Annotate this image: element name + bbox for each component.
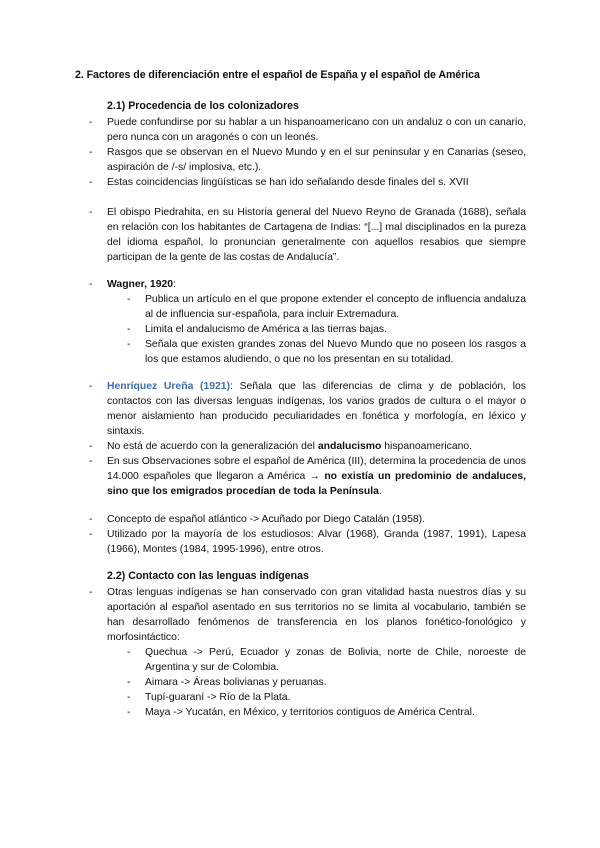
acuerdo-bold: andalucismo [317,441,382,452]
henriquez-link[interactable]: Henríquez Ureña (1921) [107,381,231,392]
list-item: - Rasgos que se observan en el Nuevo Mundo y en el sur peninsular y en Canarias (seseo, aspiración de /-s/ implosiva, etc.). [0,145,526,175]
henriquez-text: : Señala que las diferencias de clima y de población, los contactos con las diversas lenguas indígenas, los varios grados de cultura o el mayor o menor aislamiento han producido peculiaridades en fonética y morfología, en léxico y sintaxis. [107,381,526,437]
list-item: - Estas coincidencias lingüísticas se han ido señalando desde finales del s. XVII [0,175,526,190]
page-title: 2. Factores de diferenciación entre el español de España y el español de América [75,69,480,81]
list-item: - Limita el andalucismo de América a las tierras bajas. [145,322,526,337]
list-item: - Quechua -> Perú, Ecuador y zonas de Bolivia, norte de Chile, noroeste de Argentina y sur de Colombia. [145,645,526,675]
list-item: - Aimara -> Áreas bolivianas y peruanas. [145,675,526,690]
wagner-sublist [107,292,526,367]
indigenous-list [0,585,600,720]
wagner-list [0,277,600,367]
list-item: - Publica un artículo en el que propone extender el concepto de influencia andaluza al de influencia sur-española, para incluir Extremadura. [145,292,526,322]
atlantico-list [0,512,600,557]
colonizers-list [0,115,600,190]
list-item: - Señala que existen grandes zonas del Nuevo Mundo que no poseen los rasgos a los que estamos aludiendo, o que no los presentan en su totalidad. [145,337,526,367]
indigenous-intro: Otras lenguas indígenas se han conservado con gran vitalidad hasta nuestros días y su aportación al español asentado en sus territorios no se limita al vocabulario, también se han desarrollado fenómenos de transferencia en los planos fonético-fonológico y morfosintáctico: [107,587,526,643]
list-item-wagner [0,277,526,367]
list-item: - Utilizado por la mayoría de los estudiosos: Alvar (1968), Granda (1987, 1991), Lapesa (1966), Montes (1984, 1995-1996), entre otros. [0,527,526,557]
list-item-acuerdo [0,439,526,454]
observaciones-pre: En sus Observaciones sobre el español de América (III), determina la procedencia de unos 14.000 españoles que llegaron a América → [107,456,526,482]
list-item: - Tupí-guaraní -> Río de la Plata. [145,690,526,705]
wagner-label: Wagner, 1920 [107,279,174,290]
observaciones-bold: no existía un predominio de andaluces, sino que los emigrados procedían de toda la Península [107,471,527,497]
list-item-observaciones [0,454,526,499]
list-item: - Maya -> Yucatán, en México, y territorios contiguos de América Central. [145,705,526,720]
section-heading-2-2: 2.2) Contacto con las lenguas indígenas [107,570,309,582]
list-item: - Concepto de español atlántico -> Acuñado por Diego Catalán (1958). [0,512,526,527]
obispo-list [0,205,600,265]
henriquez-list [0,379,600,499]
wagner-colon: : [173,279,176,290]
list-item: - Puede confundirse por su hablar a un hispanoamericano con un andaluz o con un canario, pero nunca con un aragonés o con un leonés. [0,115,526,145]
observaciones-post: . [378,486,382,497]
acuerdo-pre: No está de acuerdo con la generalización del [107,441,318,452]
list-item-intro [0,585,526,720]
languages-sublist [107,645,526,720]
list-item: - El obispo Piedrahita, en su Historia general del Nuevo Reyno de Granada (1688), señala en relación con los habitantes de Cartagena de Indias: “[...] mal disciplinados en la pureza del idioma español, lo pronuncian generalmente con aquellos resabios que siempre participan de la gente de las costas de Andalucía”. [0,205,526,265]
acuerdo-post: hispanoamericano. [381,441,473,452]
section-heading-2-1: 2.1) Procedencia de los colonizadores [107,100,299,112]
list-item-henriquez [0,379,526,439]
